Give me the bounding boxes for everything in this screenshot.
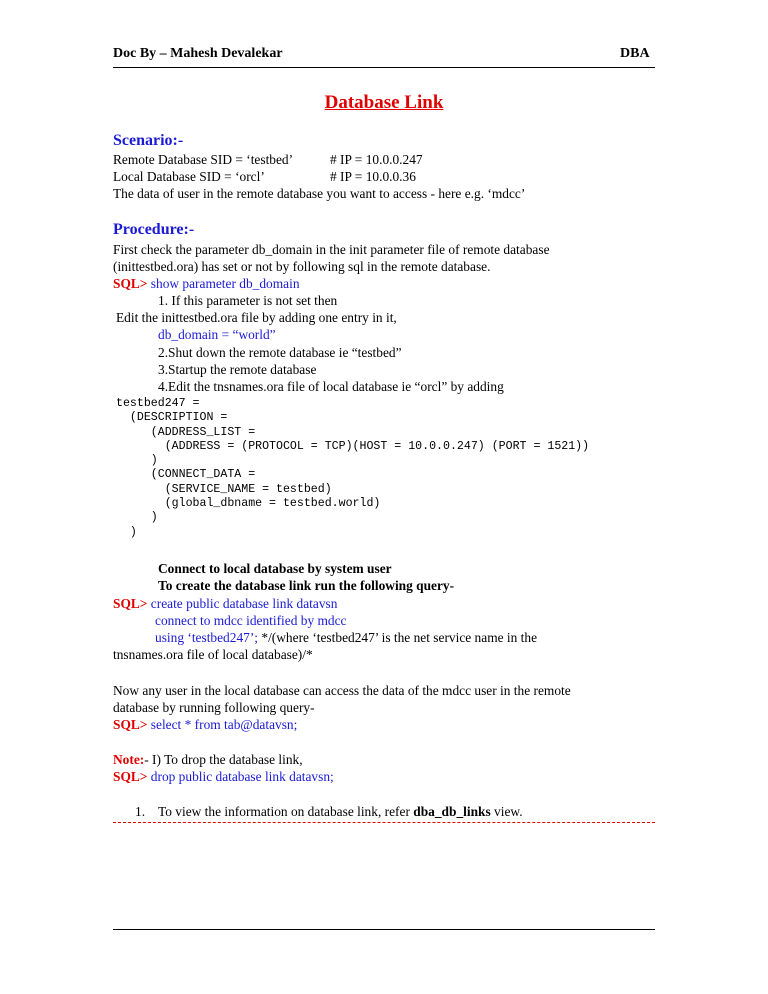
create-sql: create public database link datavsn	[147, 596, 338, 611]
show-param-sql: show parameter db_domain	[147, 276, 300, 291]
create-sql-line	[113, 595, 337, 612]
local-ip-text: # IP = 10.0.0.36	[330, 169, 416, 184]
view-text: To view the information on database link, refer	[158, 804, 414, 819]
local-sid-text: Local Database SID = ‘orcl’	[113, 169, 265, 184]
view-end: view.	[490, 804, 523, 819]
db-domain-line: db_domain = “world”	[158, 327, 276, 342]
page-title: Database Link	[324, 92, 444, 113]
note-text: - I) To drop the database link,	[144, 752, 303, 767]
sql-prompt: SQL>	[113, 276, 148, 291]
tns-line: (ADDRESS_LIST =	[116, 425, 256, 439]
intro-line-2: (inittestbed.ora) has set or not by following sql in the remote database.	[113, 259, 491, 274]
remote-ip-text: # IP = 10.0.0.247	[330, 152, 423, 167]
user-line: The data of user in the remote database you want to access - here e.g. ‘mdcc’	[113, 186, 526, 201]
view-bold: dba_db_links	[413, 804, 491, 819]
drop-sql-line	[113, 768, 334, 785]
note-line	[113, 751, 303, 768]
footer-rule	[113, 929, 655, 930]
tns-line: )	[116, 511, 158, 525]
tns-line: )	[116, 454, 158, 468]
select-sql-line	[113, 716, 297, 733]
intro-line-1: First check the parameter db_domain in the init parameter file of remote database	[113, 242, 550, 257]
using-comment-2: tnsnames.ora file of local database)/*	[113, 647, 313, 662]
show-param-line	[113, 275, 300, 292]
using-sql: using ‘testbed247’;	[155, 630, 259, 645]
header-author: Doc By – Mahesh Devalekar	[113, 46, 283, 61]
step-4: 4.Edit the tnsnames.ora file of local database ie “orcl” by adding	[158, 379, 504, 394]
using-sql-line	[155, 629, 537, 646]
note-label: Note:	[113, 752, 145, 767]
procedure-heading: Procedure:-	[113, 221, 195, 238]
scenario-heading: Scenario:-	[113, 132, 184, 149]
header-dba: DBA	[620, 46, 650, 61]
connect-line: Connect to local database by system user	[158, 561, 392, 576]
using-comment: */(where ‘testbed247’ is the net service name in the	[258, 630, 538, 645]
now-line-1: Now any user in the local database can access the data of the mdcc user in the remote	[113, 683, 571, 698]
sql-prompt: SQL>	[113, 596, 148, 611]
drop-sql: drop public database link datavsn;	[147, 769, 334, 784]
sql-prompt: SQL>	[113, 769, 148, 784]
header-rule	[113, 67, 655, 68]
edit-line: Edit the inittestbed.ora file by adding one entry in it,	[116, 310, 397, 325]
tns-line: testbed247 =	[116, 397, 200, 410]
connect-sql: connect to mdcc identified by mdcc	[155, 613, 347, 628]
step-2: 2.Shut down the remote database ie “testbed”	[158, 345, 402, 360]
sql-prompt: SQL>	[113, 717, 148, 732]
tns-line: (ADDRESS = (PROTOCOL = TCP)(HOST = 10.0.0.247) (PORT = 1521))	[116, 439, 590, 453]
remote-sid-text: Remote Database SID = ‘testbed’	[113, 152, 294, 167]
step-3: 3.Startup the remote database	[158, 362, 317, 377]
view-line	[158, 803, 523, 820]
tns-line: (global_dbname = testbed.world)	[116, 497, 381, 511]
create-line: To create the database link run the following query-	[158, 578, 455, 593]
tns-line: (DESCRIPTION =	[116, 411, 228, 425]
now-line-2: database by running following query-	[113, 700, 315, 715]
step-1: 1. If this parameter is not set then	[158, 293, 338, 308]
tns-line: )	[116, 525, 137, 539]
red-dashed-divider	[113, 822, 655, 823]
view-num: 1.	[135, 804, 146, 819]
tns-block	[116, 397, 589, 540]
tns-line: (CONNECT_DATA =	[116, 468, 256, 482]
select-sql: select * from tab@datavsn;	[147, 717, 298, 732]
tns-line: (SERVICE_NAME = testbed)	[116, 482, 332, 496]
